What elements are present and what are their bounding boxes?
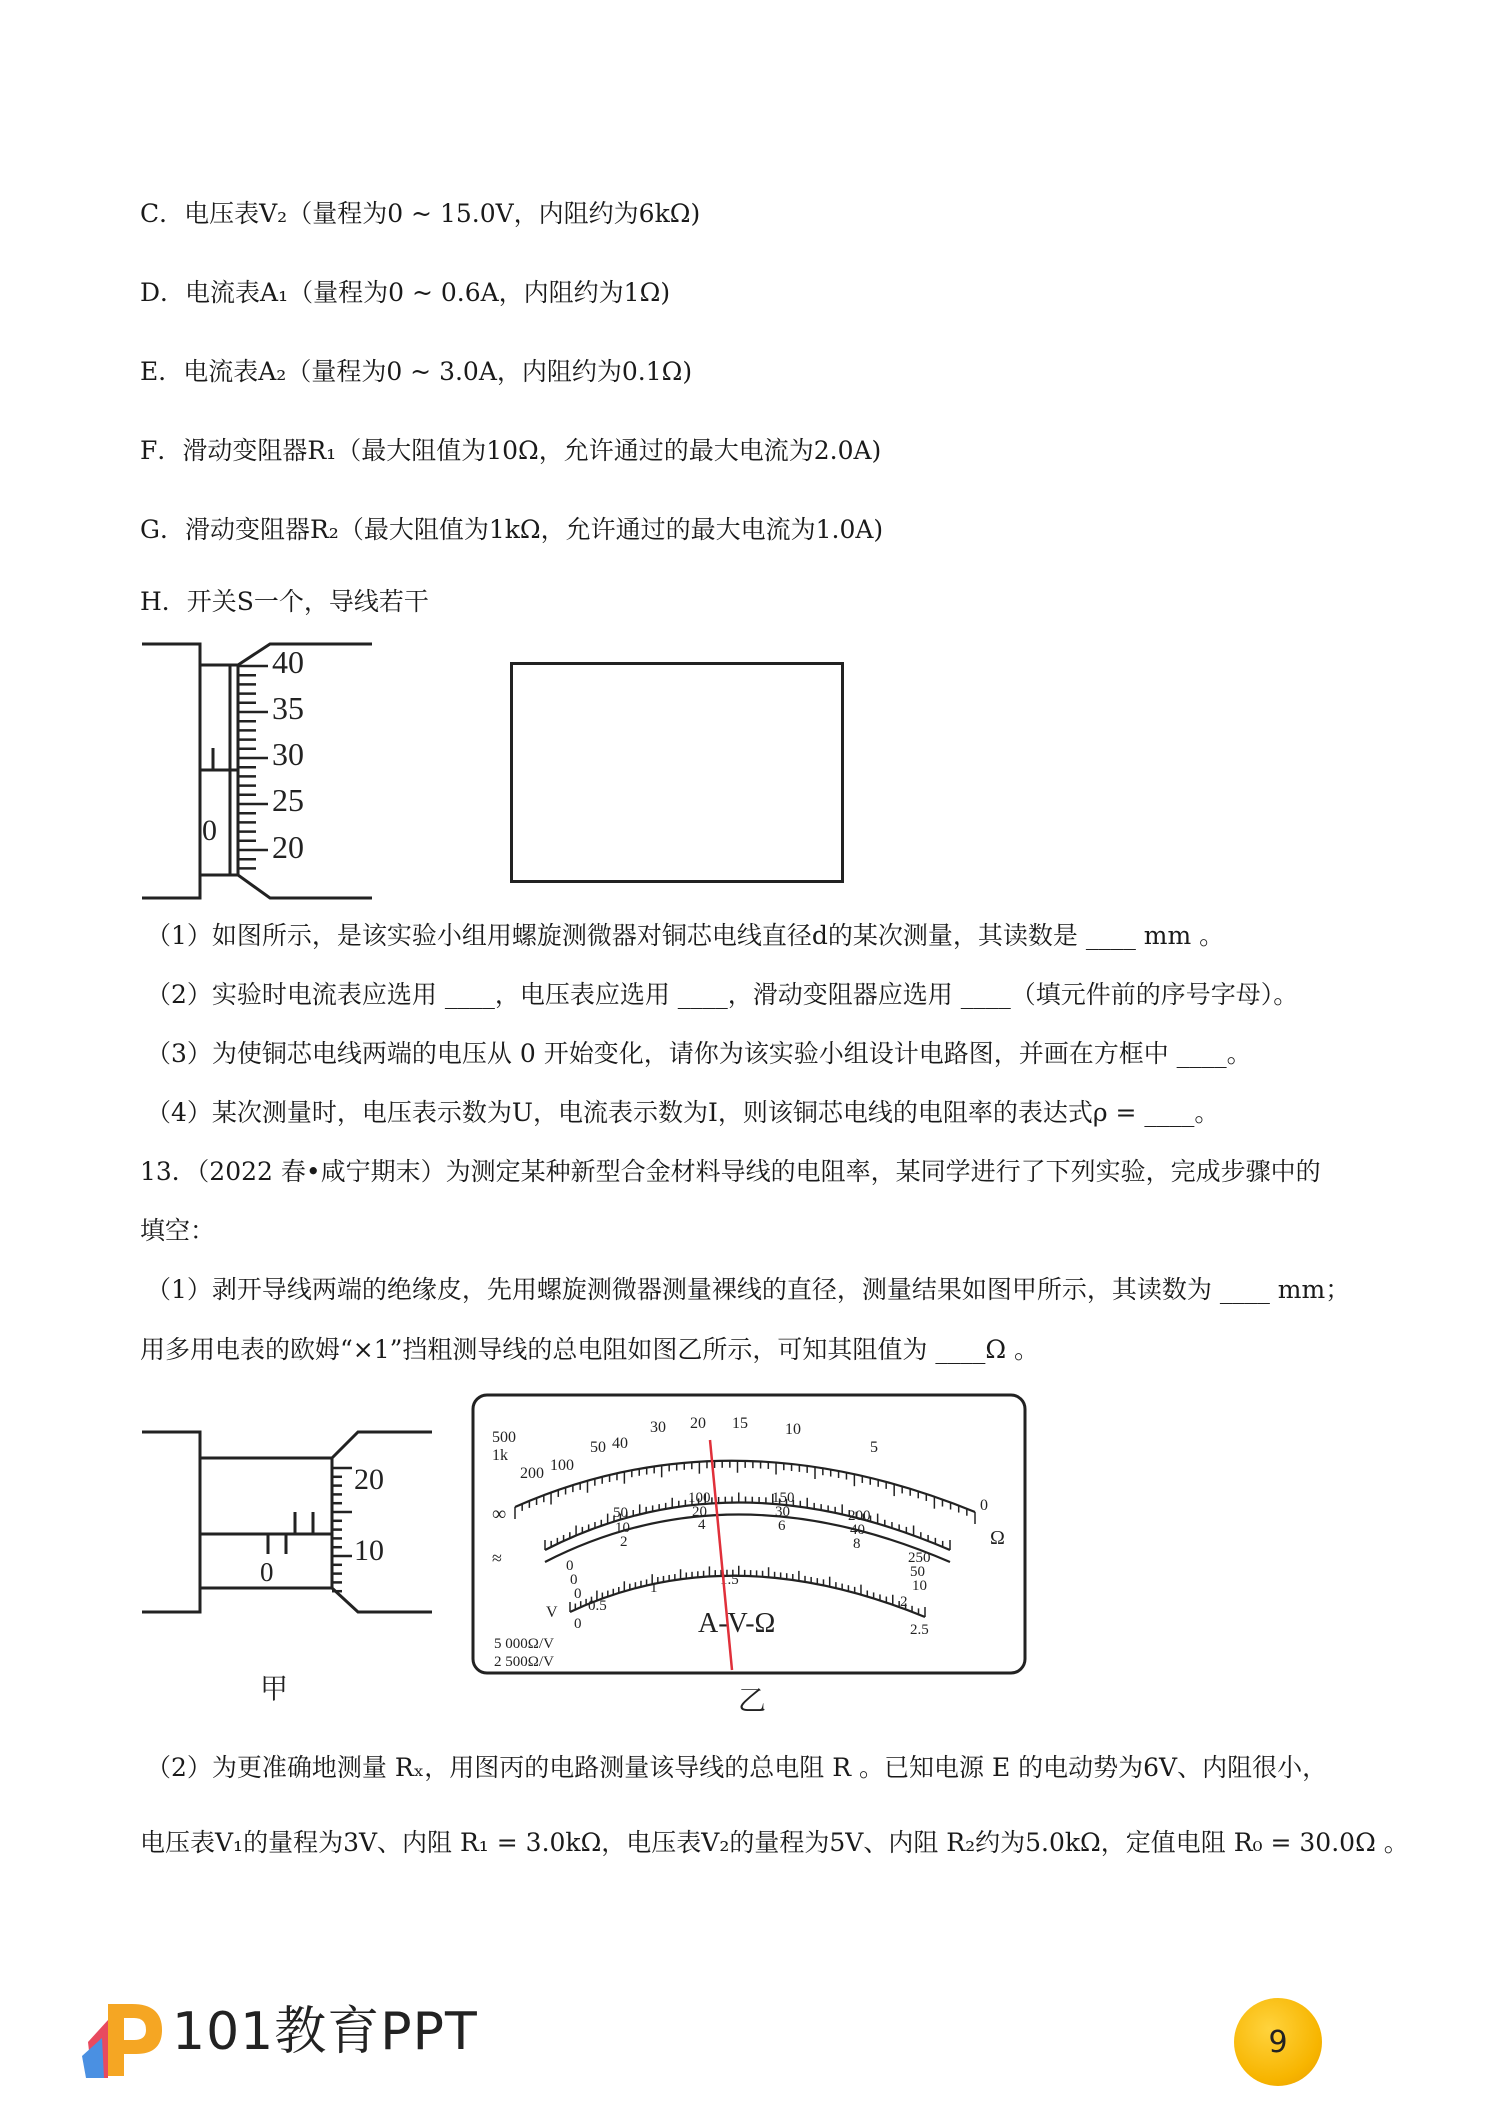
micrometer-figure-jia (140, 1408, 440, 1708)
micrometer1-thimble-label: 40 (272, 644, 304, 680)
problem-13-stem-cont: 填空： (140, 1216, 216, 1245)
option-d: D．电流表A₁（量程为0 ~ 0.6A，内阻约为1Ω) (140, 278, 671, 307)
ohm-label: 500 (492, 1429, 516, 1446)
problem-13-part2-cont: 电压表V₁的量程为3V、内阻 R₁ = 3.0kΩ，电压表V₂的量程为5V、内阻 R₂约为5.0kΩ，定值电阻 R₀ = 30.0Ω 。 (140, 1828, 1409, 1857)
micrometer1-sleeve-zero: 0 (202, 814, 217, 847)
problem-13-part2: （2）为更准确地测量 Rₓ，用图丙的电路测量该导线的总电阻 R 。已知电源 E 的电动势为6V、内阻很小， (146, 1753, 1328, 1782)
question-12-2: （2）实验时电流表应选用 ____，电压表应选用 ____，滑动变阻器应选用 ____（填元件前的序号字母）。 (146, 980, 1299, 1009)
sensitivity-2: 2 500Ω/V (494, 1654, 554, 1670)
ac-label: 2 (900, 1594, 908, 1610)
ohm-label: 30 (650, 1419, 666, 1436)
option-h: H．开关S一个，导线若干 (140, 587, 429, 616)
ac-label: 1.5 (720, 1572, 739, 1588)
brand-name: 101教育PPT (172, 2002, 478, 2062)
micrometer1-thimble-label: 25 (272, 782, 304, 818)
ac-label: 0 (574, 1616, 582, 1632)
micrometer1-thimble-label: 35 (272, 690, 304, 726)
micrometer1-thimble-label: 30 (272, 736, 304, 772)
ohm-label: 200 (520, 1465, 544, 1482)
dc-label: 50 (613, 1505, 628, 1521)
dc-label: 200 (848, 1508, 871, 1524)
option-c: C．电压表V₂（量程为0 ~ 15.0V，内阻约为6kΩ) (140, 199, 701, 228)
ohm-label: 50 (590, 1439, 606, 1456)
dc-label: 30 (775, 1504, 790, 1520)
option-g: G．滑动变阻器R₂（最大阻值为1kΩ，允许通过的最大电流为1.0A) (140, 515, 884, 544)
dc-label: 40 (850, 1522, 865, 1538)
micrometer-figure-1 (140, 640, 380, 902)
dc-label: 250 (908, 1550, 931, 1566)
dc-label: 10 (615, 1520, 630, 1536)
ohm-label: ∞ (492, 1503, 507, 1525)
ac-label: 1 (650, 1580, 658, 1596)
question-12-4: （4）某次测量时，电压表示数为U，电流表示数为I，则该铜芯电线的电阻率的表达式ρ = ____。 (146, 1098, 1220, 1127)
micrometer2-thimble-label: 20 (354, 1463, 384, 1496)
caption-jia: 甲 (260, 1674, 289, 1705)
dc-label: 8 (853, 1536, 861, 1552)
caption-yi: 乙 (738, 1686, 767, 1717)
micrometer2-sleeve-zero: 0 (260, 1557, 274, 1587)
ac-symbol: ≈ (492, 1548, 502, 1568)
ohm-label: 5 (870, 1439, 878, 1456)
dc-label: 10 (912, 1578, 927, 1594)
dc-label: 6 (778, 1518, 786, 1534)
option-e: E．电流表A₂（量程为0 ~ 3.0A，内阻约为0.1Ω) (140, 357, 693, 386)
question-12-1: （1）如图所示，是该实验小组用螺旋测微器对铜芯电线直径d的某次测量，其读数是 ____ mm 。 (146, 921, 1225, 950)
dc-label: 20 (692, 1504, 707, 1520)
micrometer2-thimble-label: 10 (354, 1534, 384, 1567)
dc-label: 2 (620, 1534, 628, 1550)
dc-label: 150 (772, 1490, 795, 1506)
problem-13-part1: （1）剥开导线两端的绝缘皮，先用螺旋测微器测量裸线的直径，测量结果如图甲所示，其读数为 ____ mm； (146, 1275, 1351, 1304)
dc-label: 0 (574, 1586, 582, 1602)
ohm-label: 100 (550, 1457, 574, 1474)
dc-label: 100 (688, 1490, 711, 1506)
ohm-label: 20 (690, 1415, 706, 1432)
problem-13-part1-cont: 用多用电表的欧姆“×1”挡粗测导线的总电阻如图乙所示，可知其阻值为 ____Ω 。 (140, 1335, 1040, 1364)
multimeter-figure-yi (470, 1392, 1030, 1722)
question-12-3: （3）为使铜芯电线两端的电压从 0 开始变化，请你为该实验小组设计电路图，并画在方框中 ____。 (146, 1039, 1252, 1068)
ohm-label: Ω (990, 1527, 1005, 1549)
page-number-badge: 9 (1234, 1998, 1322, 2086)
option-f: F．滑动变阻器R₁（最大阻值为10Ω，允许通过的最大电流为2.0A) (140, 436, 882, 465)
dc-label: 50 (910, 1564, 925, 1580)
ohm-label: 15 (732, 1415, 748, 1432)
ohm-label: 1k (492, 1447, 508, 1464)
ac-label: 0.5 (588, 1598, 607, 1614)
ohm-label: 40 (612, 1435, 628, 1452)
v-symbol: V (546, 1604, 558, 1621)
meter-brand: A-V-Ω (698, 1608, 776, 1639)
dc-label: 0 (570, 1572, 578, 1588)
problem-13-stem: 13．（2022 春•咸宁期末）为测定某种新型合金材料导线的电阻率，某同学进行了下列实验，完成步骤中的 (140, 1157, 1321, 1186)
dc-label: 0 (566, 1558, 574, 1574)
ohm-label: 0 (980, 1497, 988, 1514)
ac-label: 2.5 (910, 1622, 929, 1638)
micrometer1-thimble-label: 20 (272, 829, 304, 865)
circuit-answer-box[interactable] (510, 662, 844, 883)
dc-label: 4 (698, 1517, 706, 1533)
ohm-label: 10 (785, 1421, 801, 1438)
sensitivity-1: 5 000Ω/V (494, 1636, 554, 1652)
